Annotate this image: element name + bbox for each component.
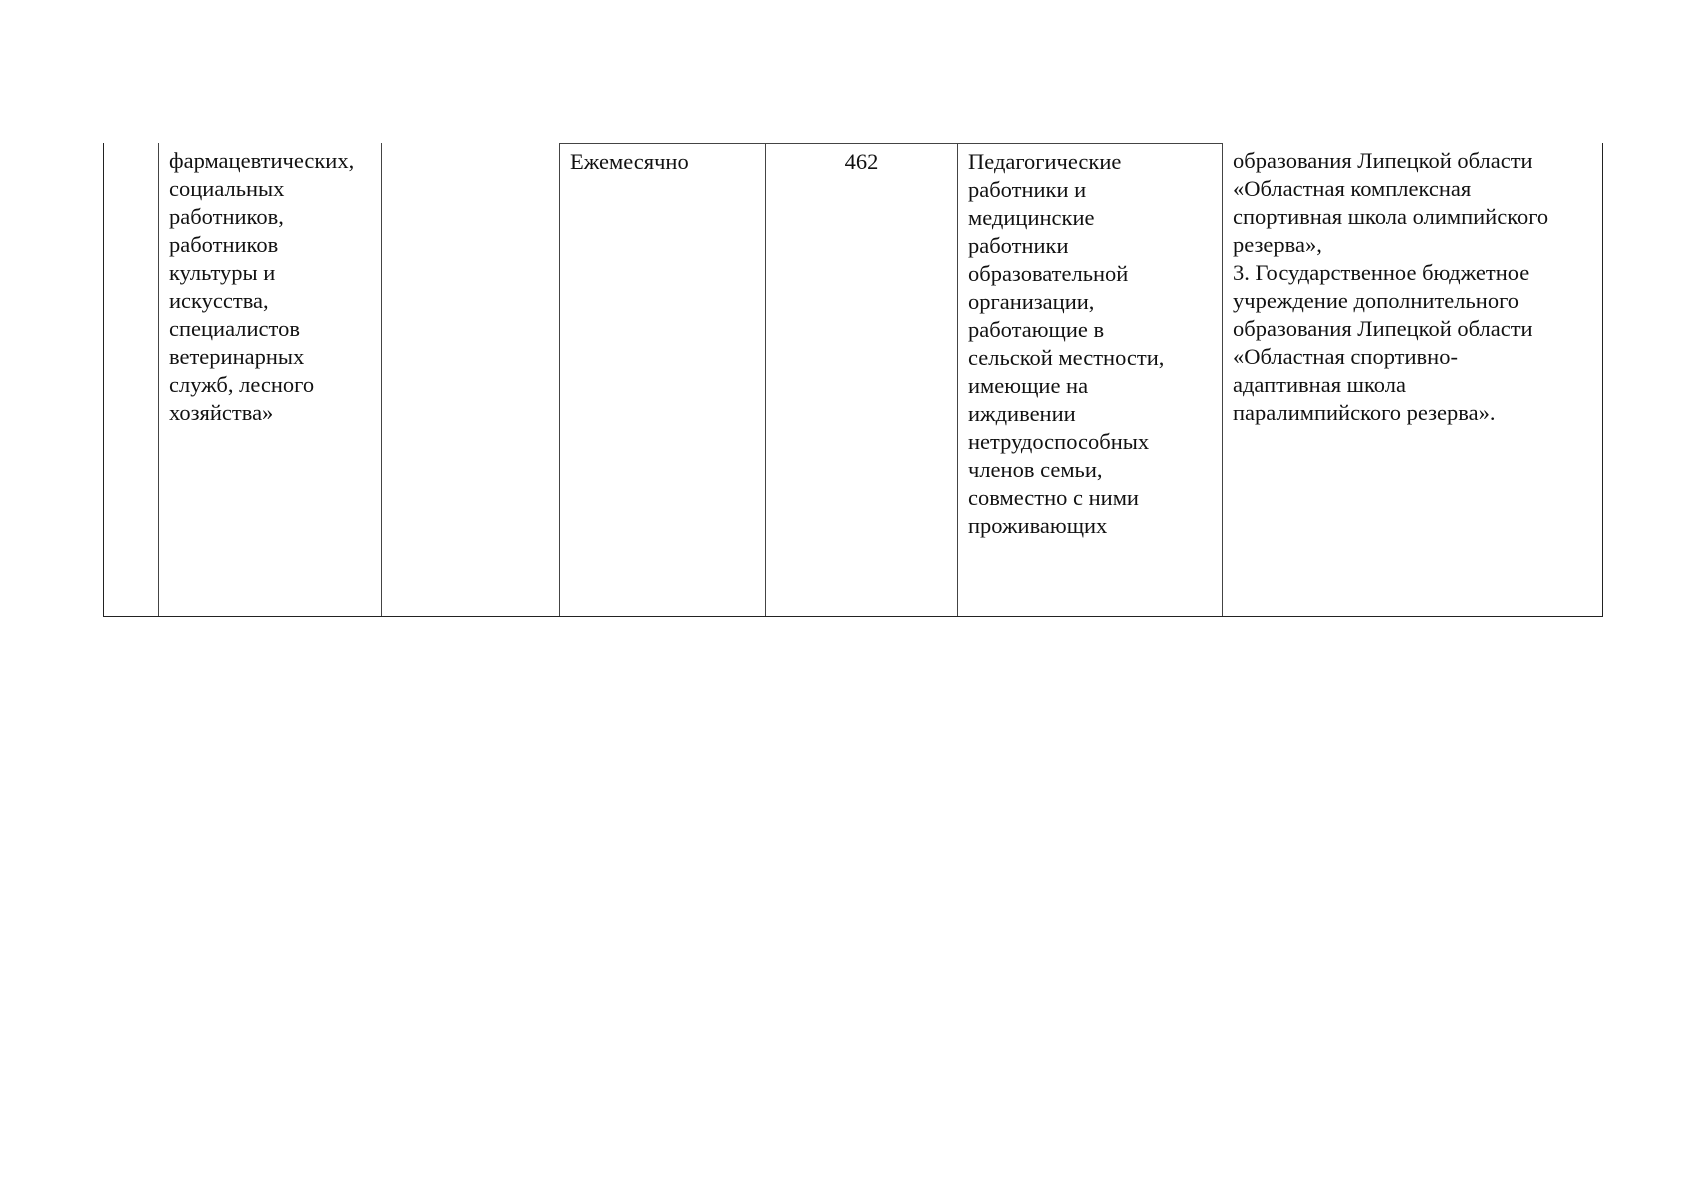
recipients-cell: Педагогические работники и медицинские работники образовательной организации, работающие в сельской местности, имеющие на иждивении нетрудоспособных членов семьи, совместно с ними проживающих (957, 143, 1222, 616)
empty-cell (381, 143, 559, 616)
row-number-cell (103, 143, 158, 616)
institutions-cell: образования Липецкой области «Областная комплексная спортивная школа олимпийского резерва», 3. Государственное бюджетное учреждение дополнительного образования Липецкой области «Областная спортивно- адаптивная школа паралимпийского резерва». (1222, 143, 1603, 616)
payment-amount-cell: 462 (765, 143, 957, 616)
benefits-table (103, 143, 1603, 617)
payment-frequency-cell: Ежемесячно (559, 143, 765, 616)
category-description-cell: фармацевтических, социальных работников, работников культуры и искусства, специалистов ветеринарных служб, лесного хозяйства» (158, 143, 381, 616)
